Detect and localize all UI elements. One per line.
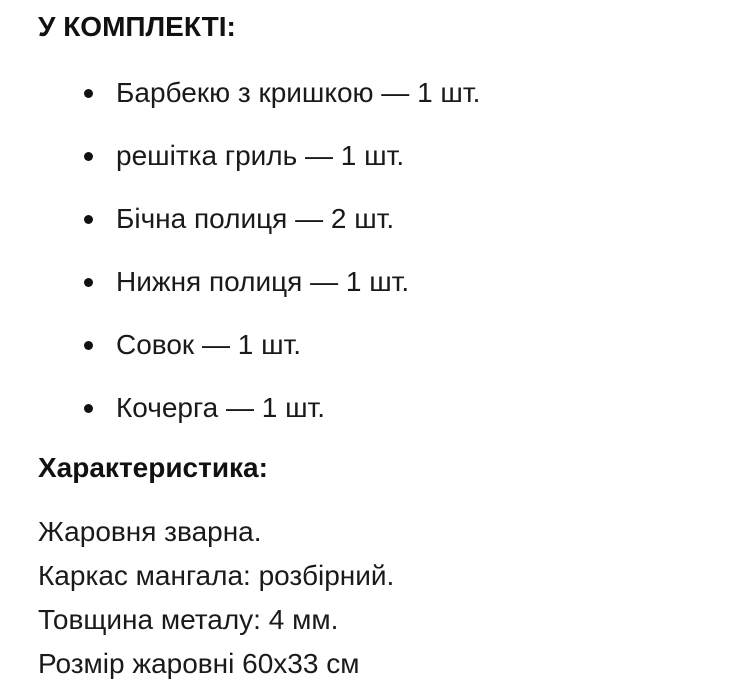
- bullet-icon: [84, 278, 93, 287]
- specs-heading: Характеристика:: [38, 452, 268, 483]
- kit-item-text: Нижня полиця — 1 шт.: [116, 266, 410, 297]
- kit-item-text: решітка гриль — 1 шт.: [116, 140, 405, 171]
- bullet-icon: [84, 341, 93, 350]
- kit-item-text: Бічна полиця — 2 шт.: [116, 203, 395, 234]
- spec-line: Жаровня зварна.: [38, 516, 262, 547]
- list-item: [84, 75, 480, 111]
- kit-item-text: Совок — 1 шт.: [116, 329, 302, 360]
- list-item: [84, 264, 409, 300]
- list-item: [84, 201, 394, 237]
- bullet-icon: [84, 89, 93, 98]
- specs-block: [38, 510, 394, 686]
- spec-line: Каркас мангала: розбірний.: [38, 560, 395, 591]
- bullet-icon: [84, 152, 93, 161]
- list-item: [84, 138, 404, 174]
- list-item: [84, 327, 301, 363]
- spec-line: Товщина металу: 4 мм.: [38, 604, 339, 635]
- kit-heading: У КОМПЛЕКТІ:: [38, 11, 236, 42]
- list-item: [84, 390, 325, 426]
- spec-line: Розмір жаровні 60х33 см: [38, 648, 360, 679]
- kit-item-text: Кочерга — 1 шт.: [116, 392, 326, 423]
- bullet-icon: [84, 404, 93, 413]
- kit-item-text: Барбекю з кришкою — 1 шт.: [116, 77, 481, 108]
- bullet-icon: [84, 215, 93, 224]
